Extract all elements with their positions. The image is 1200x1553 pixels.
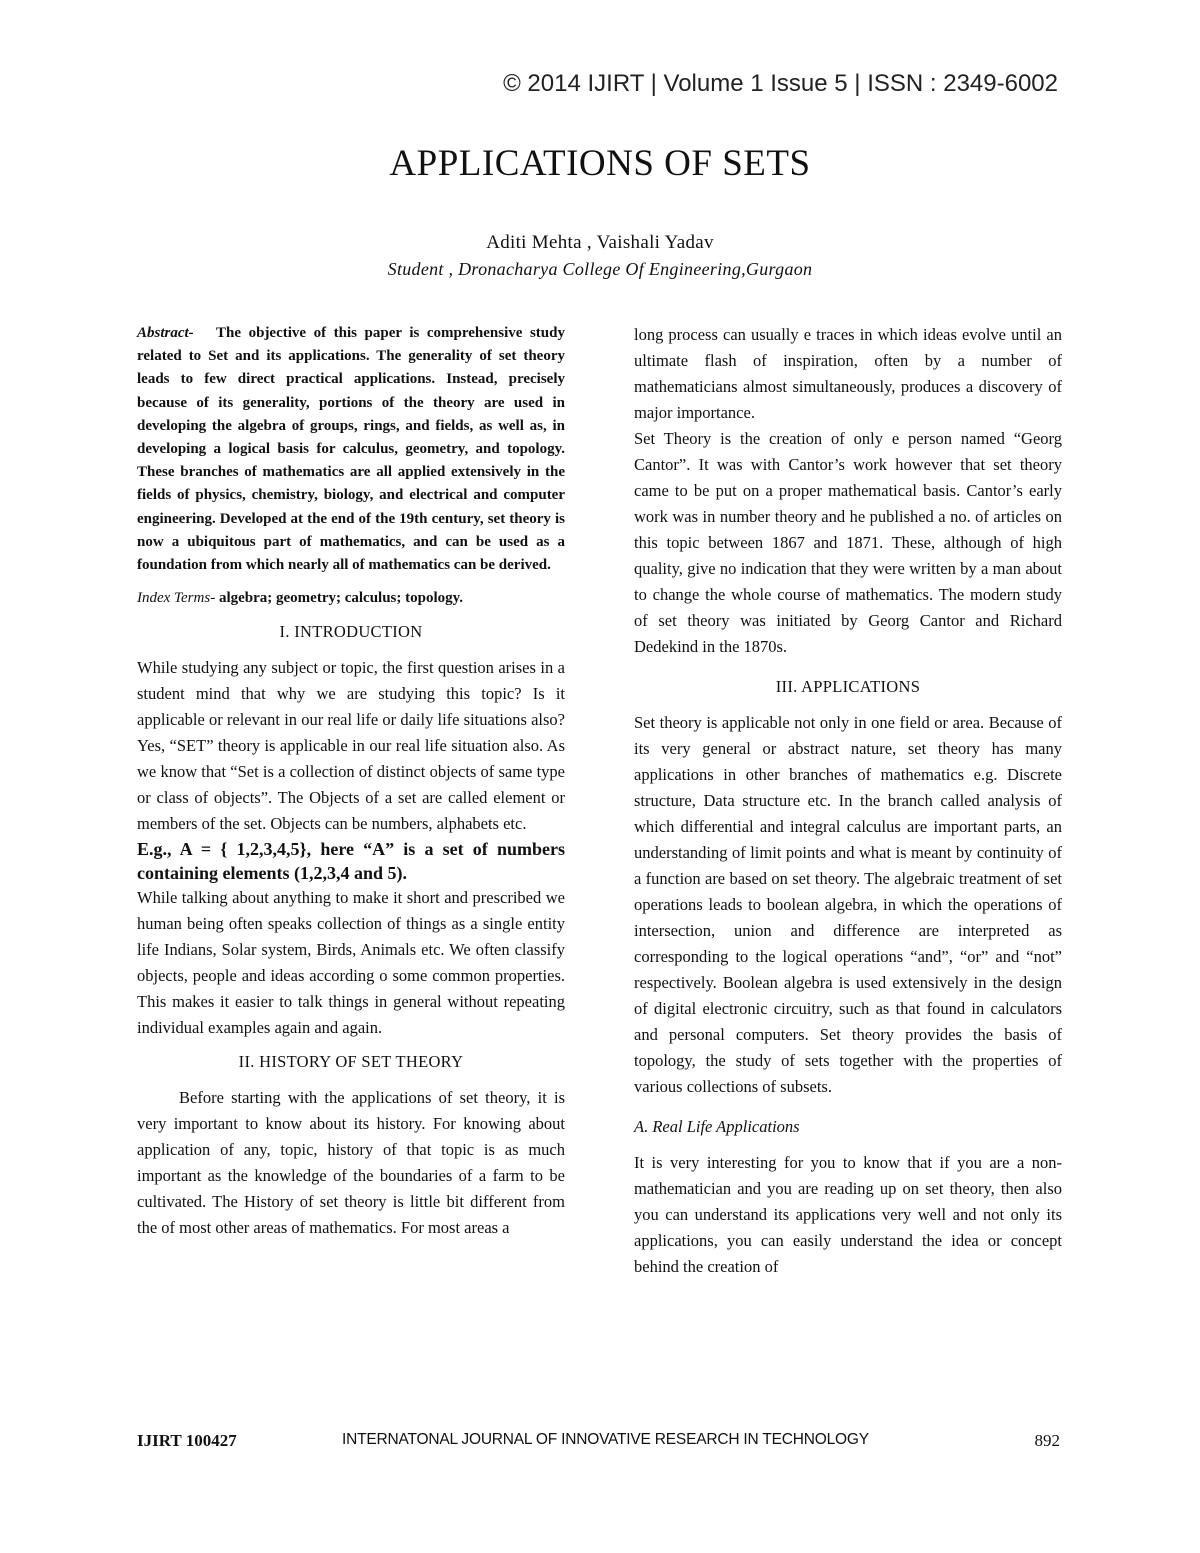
right-column <box>634 322 1062 1280</box>
section-heading-history: II. HISTORY OF SET THEORY <box>238 1052 464 1072</box>
affiliation: Student , Dronacharya College Of Engineering,Gurgaon <box>387 259 813 279</box>
footer-journal-name: INTERNATONAL JOURNAL OF INNOVATIVE RESEARCH IN TECHNOLOGY <box>342 1431 869 1448</box>
abstract <box>137 322 565 577</box>
authors: Aditi Mehta , Vaishali Yadav <box>486 232 714 253</box>
set-example: E.g., A = { 1,2,3,4,5}, here “A” is a set of numbers containing elements (1,2,3,4 and 5). <box>137 839 565 884</box>
index-terms-text: algebra; geometry; calculus; topology. <box>218 590 464 607</box>
footer-page-number: 892 <box>1034 1431 1060 1450</box>
index-terms-label: Index Terms- <box>137 590 216 607</box>
section-heading-introduction: I. INTRODUCTION <box>279 622 423 642</box>
applications-paragraph-2: It is very interesting for you to know that if you are a non-mathematician and you are reading up on set theory, then also you can understand its applications very well and not only its applications, you can easily understand the idea or concept behind the creation of <box>634 1153 1062 1276</box>
index-terms <box>137 585 565 611</box>
journal-header: © 2014 IJIRT | Volume 1 Issue 5 | ISSN : 2349-6002 <box>503 70 1058 97</box>
history-paragraph-2: Set Theory is the creation of only e person named “Georg Cantor”. It was with Cantor’s work however that set theory came to be put on a proper mathematical basis. Cantor’s early work was in number theory and he published a no. of articles on this topic between 1867 and 1871. These, although of high quality, give no indication that they were written by a man about to change the whole course of mathematics. The modern study of set theory was initiated by Georg Cantor and Richard Dedekind in the 1870s. <box>634 429 1062 656</box>
history-paragraph-1: Before starting with the applications of set theory, it is very important to know about its history. For knowing about application of any, topic, history of that topic is as much important as the knowledge of the boundaries of a farm to be cultivated. The History of set theory is little bit different from the of most other areas of mathematics. For most areas a <box>137 1088 565 1238</box>
footer-paper-id: IJIRT 100427 <box>137 1431 237 1450</box>
subsection-heading-real-life: A. Real Life Applications <box>634 1117 800 1136</box>
paper-title: APPLICATIONS OF SETS <box>389 143 811 184</box>
abstract-label: Abstract- <box>137 325 194 341</box>
intro-paragraph-2: While talking about anything to make it short and prescribed we human being often speaks collection of things as a single entity life Indians, Solar system, Birds, Animals etc. We often classify objects, people and ideas according o some common properties. This makes it easier to talk things in general without repeating individual examples again and again. <box>137 888 565 1038</box>
intro-paragraph-1: While studying any subject or topic, the first question arises in a student mind that why we are studying this topic? Is it applicable or relevant in our real life or daily life situations also? Yes, “SET” theory is applicable in our real life situation also. As we know that “Set is a collection of distinct objects of same type or class of objects”. The Objects of a set are called element or members of the set. Objects can be numbers, alphabets etc. <box>137 658 565 834</box>
section-heading-applications: III. APPLICATIONS <box>775 677 921 696</box>
applications-paragraph-1: Set theory is applicable not only in one field or area. Because of its very general or abstract nature, set theory has many applications in other branches of mathematics e.g. Discrete structure, Data structure etc. In the branch called analysis of which differential and integral calculus are important parts, an understanding of limit points and what is meant by continuity of a function are based on set theory. The algebraic treatment of set operations leads to boolean algebra, in which the operations of intersection, union and difference are interpreted as corresponding to the logical operations “and”, “or” and “not” respectively. Boolean algebra is used extensively in the design of digital electronic circuitry, such as that found in calculators and personal computers. Set theory provides the basis of topology, the study of sets together with the properties of various collections of subsets. <box>634 713 1062 1096</box>
history-paragraph-1-continued: long process can usually e traces in which ideas evolve until an ultimate flash of inspiration, often by a number of mathematicians almost simultaneously, produces a discovery of major importance. <box>634 325 1062 422</box>
left-column <box>137 322 565 1241</box>
abstract-text: The objective of this paper is comprehensive study related to Set and its applications. The generality of set theory leads to few direct practical applications. Instead, precisely because of its generality, portions of the theory are used in developing the algebra of groups, rings, and fields, as well as, in developing a logical basis for calculus, geometry, and topology. These branches of mathematics are all applied extensively in the fields of physics, chemistry, biology, and electrical and computer engineering. Developed at the end of the 19th century, set theory is now a ubiquitous part of mathematics, and can be used as a foundation from which nearly all of mathematics can be derived. <box>137 325 565 574</box>
